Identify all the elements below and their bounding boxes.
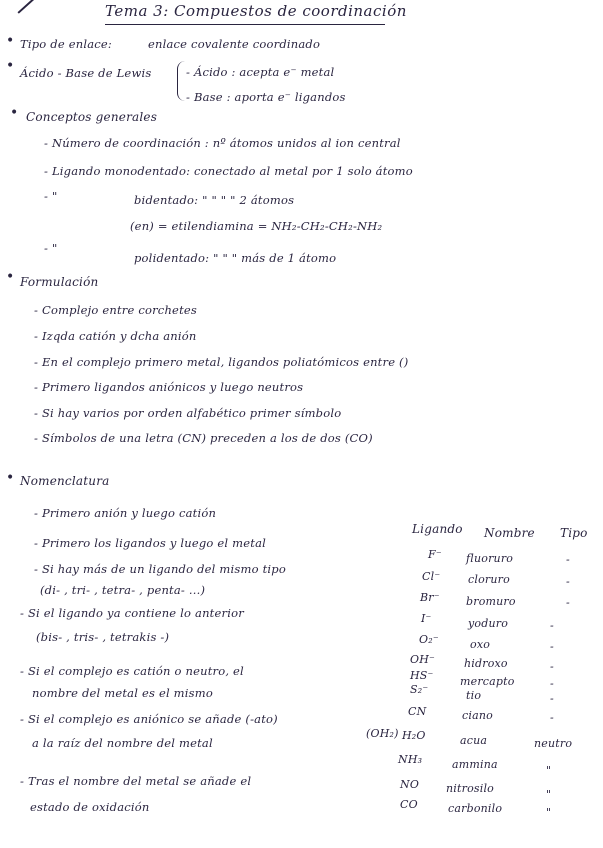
ligand-formula: O₂⁻ — [419, 633, 439, 646]
ligand-name: nitrosilo — [446, 782, 495, 795]
numero-coordinacion: - Número de coordinación : nº átomos unidos al ion central — [44, 136, 401, 150]
ligand-name: oxo — [470, 638, 491, 651]
ligand-type: neutro — [534, 737, 573, 750]
ligand-name: ammina — [452, 758, 498, 771]
ligand-type: - — [550, 619, 554, 632]
ligand-type: " — [546, 764, 552, 777]
acido-line: - Ácido : acepta e⁻ metal — [186, 65, 335, 79]
formulacion-item: - En el complejo primero metal, ligandos poliatómicos entre () — [34, 355, 409, 369]
nomenclatura-item: estado de oxidación — [30, 800, 150, 814]
etilendiamina-line: (en) = etilendiamina = NH₂-CH₂-CH₂-NH₂ — [130, 219, 383, 233]
ligand-name: hidroxo — [464, 657, 508, 670]
ligand-type: " — [546, 788, 552, 801]
nomenclatura-item: a la raíz del nombre del metal — [32, 736, 213, 750]
ligand-type: - — [566, 596, 570, 609]
bullet-dot: • — [10, 105, 19, 121]
tipo-enlace-value: enlace covalente coordinado — [148, 37, 321, 51]
ligand-formula: I⁻ — [421, 612, 432, 625]
brace — [177, 61, 186, 101]
ligand-formula: OH⁻ — [410, 653, 436, 666]
ligand-type: - — [566, 553, 570, 566]
formulacion-item: - Complejo entre corchetes — [34, 303, 197, 317]
nomenclatura-item: (bis- , tris- , tetrakis -) — [36, 630, 170, 644]
nomenclatura-item: - Primero los ligandos y luego el metal — [34, 536, 267, 550]
nomenclatura-item: (di- , tri- , tetra- , penta- ...) — [40, 583, 206, 597]
formulacion-heading: Formulación — [20, 275, 99, 289]
ligand-name: mercapto — [460, 675, 515, 688]
nomenclatura-item: - Si hay más de un ligando del mismo tipo — [34, 562, 286, 576]
tipo-enlace-label: Tipo de enlace: — [20, 37, 112, 51]
nomenclatura-heading: Nomenclatura — [20, 474, 110, 488]
ligand-type: - — [550, 660, 554, 673]
title-underline — [105, 24, 385, 25]
polidentado-line: polidentado: " " " más de 1 átomo — [134, 251, 337, 265]
ligand-name: acua — [460, 734, 488, 747]
page-title: Tema 3: Compuestos de coordinación — [105, 2, 407, 20]
ligand-formula: F⁻ — [428, 548, 442, 561]
ligand-name: ciano — [462, 709, 493, 722]
bidentado-quote: - " — [44, 189, 58, 203]
ligand-name: fluoruro — [466, 552, 514, 565]
table-header-tipo: Tipo — [560, 526, 588, 540]
ligando-monodentado: - Ligando monodentado: conectado al metal por 1 solo átomo — [44, 164, 413, 178]
base-line: - Base : aporta e⁻ ligandos — [186, 90, 346, 104]
bidentado-line: bidentado: " " " " 2 átomos — [134, 193, 295, 207]
ligand-formula: S₂⁻ — [410, 683, 429, 696]
conceptos-heading: Conceptos generales — [26, 110, 158, 124]
ligand-name: tio — [466, 689, 482, 702]
ligand-type: - — [550, 692, 554, 705]
nomenclatura-item: - Tras el nombre del metal se añade el — [20, 774, 252, 788]
nomenclatura-item: nombre del metal es el mismo — [32, 686, 213, 700]
bullet-dot: • — [6, 33, 15, 49]
oh2-note: (OH₂) — [366, 727, 399, 740]
ligand-formula: HS⁻ — [410, 669, 434, 682]
polidentado-quote: - " — [44, 241, 58, 255]
bullet-dot: • — [6, 269, 15, 285]
ligand-name: cloruro — [468, 573, 510, 586]
ligand-formula: CN — [408, 705, 427, 718]
formulacion-item: - Izqda catión y dcha anión — [34, 329, 197, 343]
formulacion-item: - Si hay varios por orden alfabético primer símbolo — [34, 406, 342, 420]
ligand-formula: NO — [400, 778, 420, 791]
ligand-formula: Br⁻ — [420, 591, 440, 604]
nomenclatura-item: - Primero anión y luego catión — [34, 506, 217, 520]
ligand-formula: H₂O — [402, 729, 426, 742]
ligand-formula: NH₃ — [398, 753, 423, 766]
ligand-type: - — [550, 640, 554, 653]
bullet-dot: • — [6, 58, 15, 74]
ligand-name: bromuro — [466, 595, 516, 608]
nomenclatura-item: - Si el ligando ya contiene lo anterior — [20, 606, 244, 620]
nomenclatura-item: - Si el complejo es aniónico se añade (-ato) — [20, 712, 278, 726]
table-header-nombre: Nombre — [484, 526, 535, 540]
ligand-type: " — [546, 806, 552, 819]
acido-base-label: Ácido - Base de Lewis — [20, 66, 152, 80]
ligand-formula: CO — [400, 798, 418, 811]
formulacion-item: - Símbolos de una letra (CN) preceden a los de dos (CO) — [34, 431, 373, 445]
ligand-name: carbonilo — [448, 802, 503, 815]
ligand-type: - — [550, 711, 554, 724]
ligand-type: - — [550, 677, 554, 690]
nomenclatura-item: - Si el complejo es catión o neutro, el — [20, 664, 244, 678]
ligand-name: yoduro — [468, 617, 509, 630]
bullet-dot: • — [6, 470, 15, 486]
ligand-type: - — [566, 575, 570, 588]
formulacion-item: - Primero ligandos aniónicos y luego neutros — [34, 380, 304, 394]
ligand-formula: Cl⁻ — [422, 570, 441, 583]
pen-stroke-mark — [17, 0, 34, 13]
table-header-ligando: Ligando — [412, 522, 463, 536]
